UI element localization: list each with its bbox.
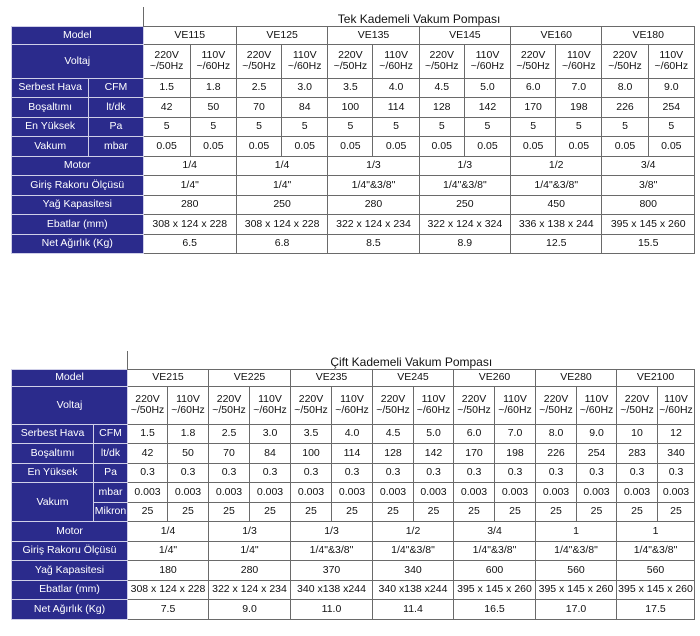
model-name: VE2100 — [617, 369, 695, 386]
label-dims: Ebatlar (mm) — [12, 215, 144, 235]
oil-value: 180 — [128, 561, 209, 581]
mbar-value: 0.003 — [373, 483, 414, 503]
mbar-value: 0.05 — [328, 137, 373, 157]
motor-value: 1/3 — [328, 156, 419, 176]
unit-mbar: mbar — [89, 137, 143, 157]
dims-value: 308 x 124 x 228 — [143, 215, 236, 235]
ltdk-value: 142 — [414, 444, 454, 464]
voltage-220: 220V ~/50Hz — [291, 386, 332, 424]
model-name: VE115 — [143, 26, 236, 44]
pa-value: 5 — [143, 117, 190, 137]
ltdk-value: 198 — [495, 444, 536, 464]
mbar-value: 0.05 — [373, 137, 419, 157]
voltage-220: 220V ~/50Hz — [236, 44, 281, 78]
model-name: VE160 — [511, 26, 602, 44]
unit-pa: Pa — [94, 463, 128, 483]
micron-value: 25 — [128, 502, 168, 522]
cfm-value: 3.0 — [250, 424, 291, 444]
cfm-value: 10 — [617, 424, 658, 444]
weight-value: 11.0 — [291, 600, 373, 620]
voltage-110: 110V ~/60Hz — [648, 44, 694, 78]
motor-value: 1/3 — [209, 522, 291, 542]
dims-value: 336 x 138 x 244 — [511, 215, 602, 235]
pa-value: 0.3 — [617, 463, 658, 483]
oil-value: 280 — [209, 561, 291, 581]
cfm-value: 9.0 — [577, 424, 617, 444]
motor-value: 1/2 — [511, 156, 602, 176]
cfm-value: 9.0 — [648, 78, 694, 98]
voltage-110: 110V ~/60Hz — [168, 386, 209, 424]
micron-value: 25 — [577, 502, 617, 522]
inlet-value: 1/4" — [209, 541, 291, 561]
ltdk-value: 128 — [373, 444, 414, 464]
voltage-220: 220V ~/50Hz — [511, 44, 556, 78]
ltdk-value: 226 — [602, 98, 648, 118]
voltage-220: 220V ~/50Hz — [209, 386, 250, 424]
mbar-value: 0.05 — [143, 137, 190, 157]
mbar-value: 0.003 — [209, 483, 250, 503]
dims-value: 322 x 124 x 234 — [328, 215, 419, 235]
ltdk-value: 50 — [190, 98, 236, 118]
table-title: Tek Kademeli Vakum Pompası — [143, 7, 694, 26]
weight-value: 8.9 — [419, 234, 510, 254]
oil-value: 280 — [143, 195, 236, 215]
inlet-value: 1/4" — [128, 541, 209, 561]
unit-cfm: CFM — [89, 78, 143, 98]
pa-value: 5 — [556, 117, 602, 137]
mbar-value: 0.003 — [414, 483, 454, 503]
oil-value: 450 — [511, 195, 602, 215]
motor-value: 1 — [536, 522, 617, 542]
voltage-220: 220V ~/50Hz — [617, 386, 658, 424]
unit-micron: Mikron — [94, 502, 128, 522]
label-ultimate: En Yüksek — [12, 117, 89, 137]
cfm-value: 7.0 — [556, 78, 602, 98]
corner-blank — [12, 7, 144, 26]
micron-value: 25 — [658, 502, 695, 522]
dims-value: 308 x 124 x 228 — [128, 580, 209, 600]
mbar-value: 0.05 — [419, 137, 464, 157]
mbar-value: 0.003 — [128, 483, 168, 503]
ltdk-value: 42 — [143, 98, 190, 118]
model-name: VE260 — [454, 369, 536, 386]
motor-value: 1/4 — [236, 156, 327, 176]
dims-value: 340 x138 x244 — [373, 580, 454, 600]
mbar-value: 0.003 — [291, 483, 332, 503]
micron-value: 25 — [168, 502, 209, 522]
inlet-value: 1/4"&3/8" — [419, 176, 510, 196]
oil-value: 800 — [602, 195, 695, 215]
micron-value: 25 — [454, 502, 495, 522]
voltage-220: 220V ~/50Hz — [373, 386, 414, 424]
weight-value: 17.5 — [617, 600, 695, 620]
pa-value: 5 — [373, 117, 419, 137]
motor-value: 3/4 — [454, 522, 536, 542]
model-name: VE125 — [236, 26, 327, 44]
micron-value: 25 — [291, 502, 332, 522]
cfm-value: 8.0 — [602, 78, 648, 98]
cfm-value: 1.5 — [143, 78, 190, 98]
voltage-110: 110V ~/60Hz — [658, 386, 695, 424]
dims-value: 308 x 124 x 228 — [236, 215, 327, 235]
inlet-value: 1/4"&3/8" — [328, 176, 419, 196]
cfm-value: 5.0 — [414, 424, 454, 444]
ltdk-value: 70 — [209, 444, 250, 464]
unit-pa: Pa — [89, 117, 143, 137]
pa-value: 0.3 — [495, 463, 536, 483]
label-free-air: Serbest Hava — [12, 78, 89, 98]
dims-value: 395 x 145 x 260 — [454, 580, 536, 600]
mbar-value: 0.05 — [556, 137, 602, 157]
voltage-110: 110V ~/60Hz — [464, 44, 510, 78]
weight-value: 12.5 — [511, 234, 602, 254]
micron-value: 25 — [495, 502, 536, 522]
pa-value: 0.3 — [373, 463, 414, 483]
inlet-value: 1/4"&3/8" — [454, 541, 536, 561]
voltage-110: 110V ~/60Hz — [332, 386, 373, 424]
dims-value: 395 x 145 x 260 — [602, 215, 695, 235]
micron-value: 25 — [209, 502, 250, 522]
oil-value: 280 — [328, 195, 419, 215]
cfm-value: 4.0 — [332, 424, 373, 444]
cfm-value: 12 — [658, 424, 695, 444]
oil-value: 250 — [419, 195, 510, 215]
pa-value: 0.3 — [250, 463, 291, 483]
label-weight: Net Ağırlık (Kg) — [12, 600, 128, 620]
label-motor: Motor — [12, 156, 144, 176]
cfm-value: 1.5 — [128, 424, 168, 444]
unit-ltdk: lt/dk — [94, 444, 128, 464]
weight-value: 16.5 — [454, 600, 536, 620]
label-voltage: Voltaj — [12, 44, 144, 78]
double-stage-spec-table — [11, 351, 695, 620]
weight-value: 6.8 — [236, 234, 327, 254]
oil-value: 600 — [454, 561, 536, 581]
ltdk-value: 254 — [648, 98, 694, 118]
table-title: Çift Kademeli Vakum Pompası — [128, 351, 695, 369]
ltdk-value: 128 — [419, 98, 464, 118]
ltdk-value: 198 — [556, 98, 602, 118]
dims-value: 395 x 145 x 260 — [617, 580, 695, 600]
mbar-value: 0.05 — [648, 137, 694, 157]
pa-value: 0.3 — [128, 463, 168, 483]
mbar-value: 0.003 — [168, 483, 209, 503]
voltage-220: 220V ~/50Hz — [328, 44, 373, 78]
label-oil: Yağ Kapasitesi — [12, 561, 128, 581]
ltdk-value: 70 — [236, 98, 281, 118]
micron-value: 25 — [536, 502, 577, 522]
mbar-value: 0.003 — [617, 483, 658, 503]
cfm-value: 3.5 — [291, 424, 332, 444]
motor-value: 1/4 — [143, 156, 236, 176]
pa-value: 0.3 — [332, 463, 373, 483]
mbar-value: 0.003 — [577, 483, 617, 503]
oil-value: 560 — [617, 561, 695, 581]
micron-value: 25 — [617, 502, 658, 522]
mbar-value: 0.05 — [602, 137, 648, 157]
motor-value: 1/3 — [419, 156, 510, 176]
pa-value: 0.3 — [209, 463, 250, 483]
unit-mbar: mbar — [94, 483, 128, 503]
weight-value: 7.5 — [128, 600, 209, 620]
label-motor: Motor — [12, 522, 128, 542]
weight-value: 17.0 — [536, 600, 617, 620]
motor-value: 1/4 — [128, 522, 209, 542]
motor-value: 1/2 — [373, 522, 454, 542]
pa-value: 0.3 — [536, 463, 577, 483]
cfm-value: 1.8 — [168, 424, 209, 444]
pa-value: 5 — [328, 117, 373, 137]
label-weight: Net Ağırlık (Kg) — [12, 234, 144, 254]
oil-value: 370 — [291, 561, 373, 581]
label-inlet: Giriş Rakoru Ölçüsü — [12, 541, 128, 561]
ltdk-value: 283 — [617, 444, 658, 464]
ltdk-value: 226 — [536, 444, 577, 464]
mbar-value: 0.003 — [454, 483, 495, 503]
dims-value: 322 x 124 x 234 — [209, 580, 291, 600]
label-displacement: Boşaltımı — [12, 444, 94, 464]
cfm-value: 1.8 — [190, 78, 236, 98]
pa-value: 5 — [648, 117, 694, 137]
ltdk-value: 114 — [332, 444, 373, 464]
ltdk-value: 100 — [328, 98, 373, 118]
ltdk-value: 254 — [577, 444, 617, 464]
voltage-220: 220V ~/50Hz — [143, 44, 190, 78]
mbar-value: 0.05 — [282, 137, 328, 157]
label-displacement: Boşaltımı — [12, 98, 89, 118]
inlet-value: 3/8" — [602, 176, 695, 196]
mbar-value: 0.05 — [464, 137, 510, 157]
cfm-value: 2.5 — [209, 424, 250, 444]
model-name: VE215 — [128, 369, 209, 386]
ltdk-value: 114 — [373, 98, 419, 118]
voltage-110: 110V ~/60Hz — [577, 386, 617, 424]
single-stage-spec-table — [11, 7, 695, 254]
cfm-value: 3.5 — [328, 78, 373, 98]
label-inlet: Giriş Rakoru Ölçüsü — [12, 176, 144, 196]
mbar-value: 0.003 — [250, 483, 291, 503]
oil-value: 560 — [536, 561, 617, 581]
model-name: VE280 — [536, 369, 617, 386]
mbar-value: 0.003 — [658, 483, 695, 503]
label-model: Model — [12, 26, 144, 44]
label-free-air: Serbest Hava — [12, 424, 94, 444]
ltdk-value: 42 — [128, 444, 168, 464]
cfm-value: 6.0 — [454, 424, 495, 444]
mbar-value: 0.05 — [236, 137, 281, 157]
mbar-value: 0.003 — [495, 483, 536, 503]
model-name: VE245 — [373, 369, 454, 386]
mbar-value: 0.003 — [536, 483, 577, 503]
ltdk-value: 100 — [291, 444, 332, 464]
cfm-value: 4.5 — [419, 78, 464, 98]
motor-value: 1 — [617, 522, 695, 542]
ltdk-value: 84 — [282, 98, 328, 118]
ltdk-value: 170 — [454, 444, 495, 464]
oil-value: 340 — [373, 561, 454, 581]
voltage-110: 110V ~/60Hz — [373, 44, 419, 78]
inlet-value: 1/4"&3/8" — [373, 541, 454, 561]
micron-value: 25 — [414, 502, 454, 522]
cfm-value: 5.0 — [464, 78, 510, 98]
voltage-220: 220V ~/50Hz — [602, 44, 648, 78]
label-voltage: Voltaj — [12, 386, 128, 424]
model-name: VE180 — [602, 26, 695, 44]
cfm-value: 3.0 — [282, 78, 328, 98]
voltage-220: 220V ~/50Hz — [454, 386, 495, 424]
pa-value: 0.3 — [291, 463, 332, 483]
pa-value: 5 — [464, 117, 510, 137]
model-name: VE225 — [209, 369, 291, 386]
dims-value: 340 x138 x244 — [291, 580, 373, 600]
cfm-value: 6.0 — [511, 78, 556, 98]
inlet-value: 1/4"&3/8" — [536, 541, 617, 561]
inlet-value: 1/4"&3/8" — [291, 541, 373, 561]
inlet-value: 1/4"&3/8" — [617, 541, 695, 561]
inlet-value: 1/4"&3/8" — [511, 176, 602, 196]
pa-value: 0.3 — [168, 463, 209, 483]
pa-value: 0.3 — [577, 463, 617, 483]
ltdk-value: 142 — [464, 98, 510, 118]
model-name: VE135 — [328, 26, 419, 44]
label-ultimate: En Yüksek — [12, 463, 94, 483]
inlet-value: 1/4" — [236, 176, 327, 196]
oil-value: 250 — [236, 195, 327, 215]
pa-value: 0.3 — [414, 463, 454, 483]
pa-value: 5 — [236, 117, 281, 137]
ltdk-value: 84 — [250, 444, 291, 464]
ltdk-value: 50 — [168, 444, 209, 464]
weight-value: 11.4 — [373, 600, 454, 620]
label-model: Model — [12, 369, 128, 386]
voltage-220: 220V ~/50Hz — [536, 386, 577, 424]
dims-value: 395 x 145 x 260 — [536, 580, 617, 600]
corner-blank — [12, 351, 128, 369]
pa-value: 5 — [419, 117, 464, 137]
cfm-value: 4.5 — [373, 424, 414, 444]
mbar-value: 0.003 — [332, 483, 373, 503]
inlet-value: 1/4" — [143, 176, 236, 196]
cfm-value: 8.0 — [536, 424, 577, 444]
voltage-110: 110V ~/60Hz — [414, 386, 454, 424]
voltage-110: 110V ~/60Hz — [190, 44, 236, 78]
pa-value: 5 — [602, 117, 648, 137]
cfm-value: 2.5 — [236, 78, 281, 98]
pa-value: 5 — [511, 117, 556, 137]
pa-value: 0.3 — [658, 463, 695, 483]
voltage-110: 110V ~/60Hz — [556, 44, 602, 78]
weight-value: 6.5 — [143, 234, 236, 254]
unit-cfm: CFM — [94, 424, 128, 444]
mbar-value: 0.05 — [511, 137, 556, 157]
weight-value: 15.5 — [602, 234, 695, 254]
micron-value: 25 — [250, 502, 291, 522]
ltdk-value: 170 — [511, 98, 556, 118]
pa-value: 5 — [190, 117, 236, 137]
label-vacuum: Vakum — [12, 137, 89, 157]
motor-value: 1/3 — [291, 522, 373, 542]
voltage-110: 110V ~/60Hz — [282, 44, 328, 78]
micron-value: 25 — [332, 502, 373, 522]
voltage-110: 110V ~/60Hz — [495, 386, 536, 424]
label-vacuum: Vakum — [12, 483, 94, 522]
model-name: VE145 — [419, 26, 510, 44]
label-oil: Yağ Kapasitesi — [12, 195, 144, 215]
voltage-220: 220V ~/50Hz — [419, 44, 464, 78]
unit-ltdk: lt/dk — [89, 98, 143, 118]
weight-value: 9.0 — [209, 600, 291, 620]
motor-value: 3/4 — [602, 156, 695, 176]
cfm-value: 4.0 — [373, 78, 419, 98]
voltage-110: 110V ~/60Hz — [250, 386, 291, 424]
dims-value: 322 x 124 x 324 — [419, 215, 510, 235]
pa-value: 0.3 — [454, 463, 495, 483]
model-name: VE235 — [291, 369, 373, 386]
label-dims: Ebatlar (mm) — [12, 580, 128, 600]
pa-value: 5 — [282, 117, 328, 137]
micron-value: 25 — [373, 502, 414, 522]
cfm-value: 7.0 — [495, 424, 536, 444]
mbar-value: 0.05 — [190, 137, 236, 157]
weight-value: 8.5 — [328, 234, 419, 254]
ltdk-value: 340 — [658, 444, 695, 464]
voltage-220: 220V ~/50Hz — [128, 386, 168, 424]
